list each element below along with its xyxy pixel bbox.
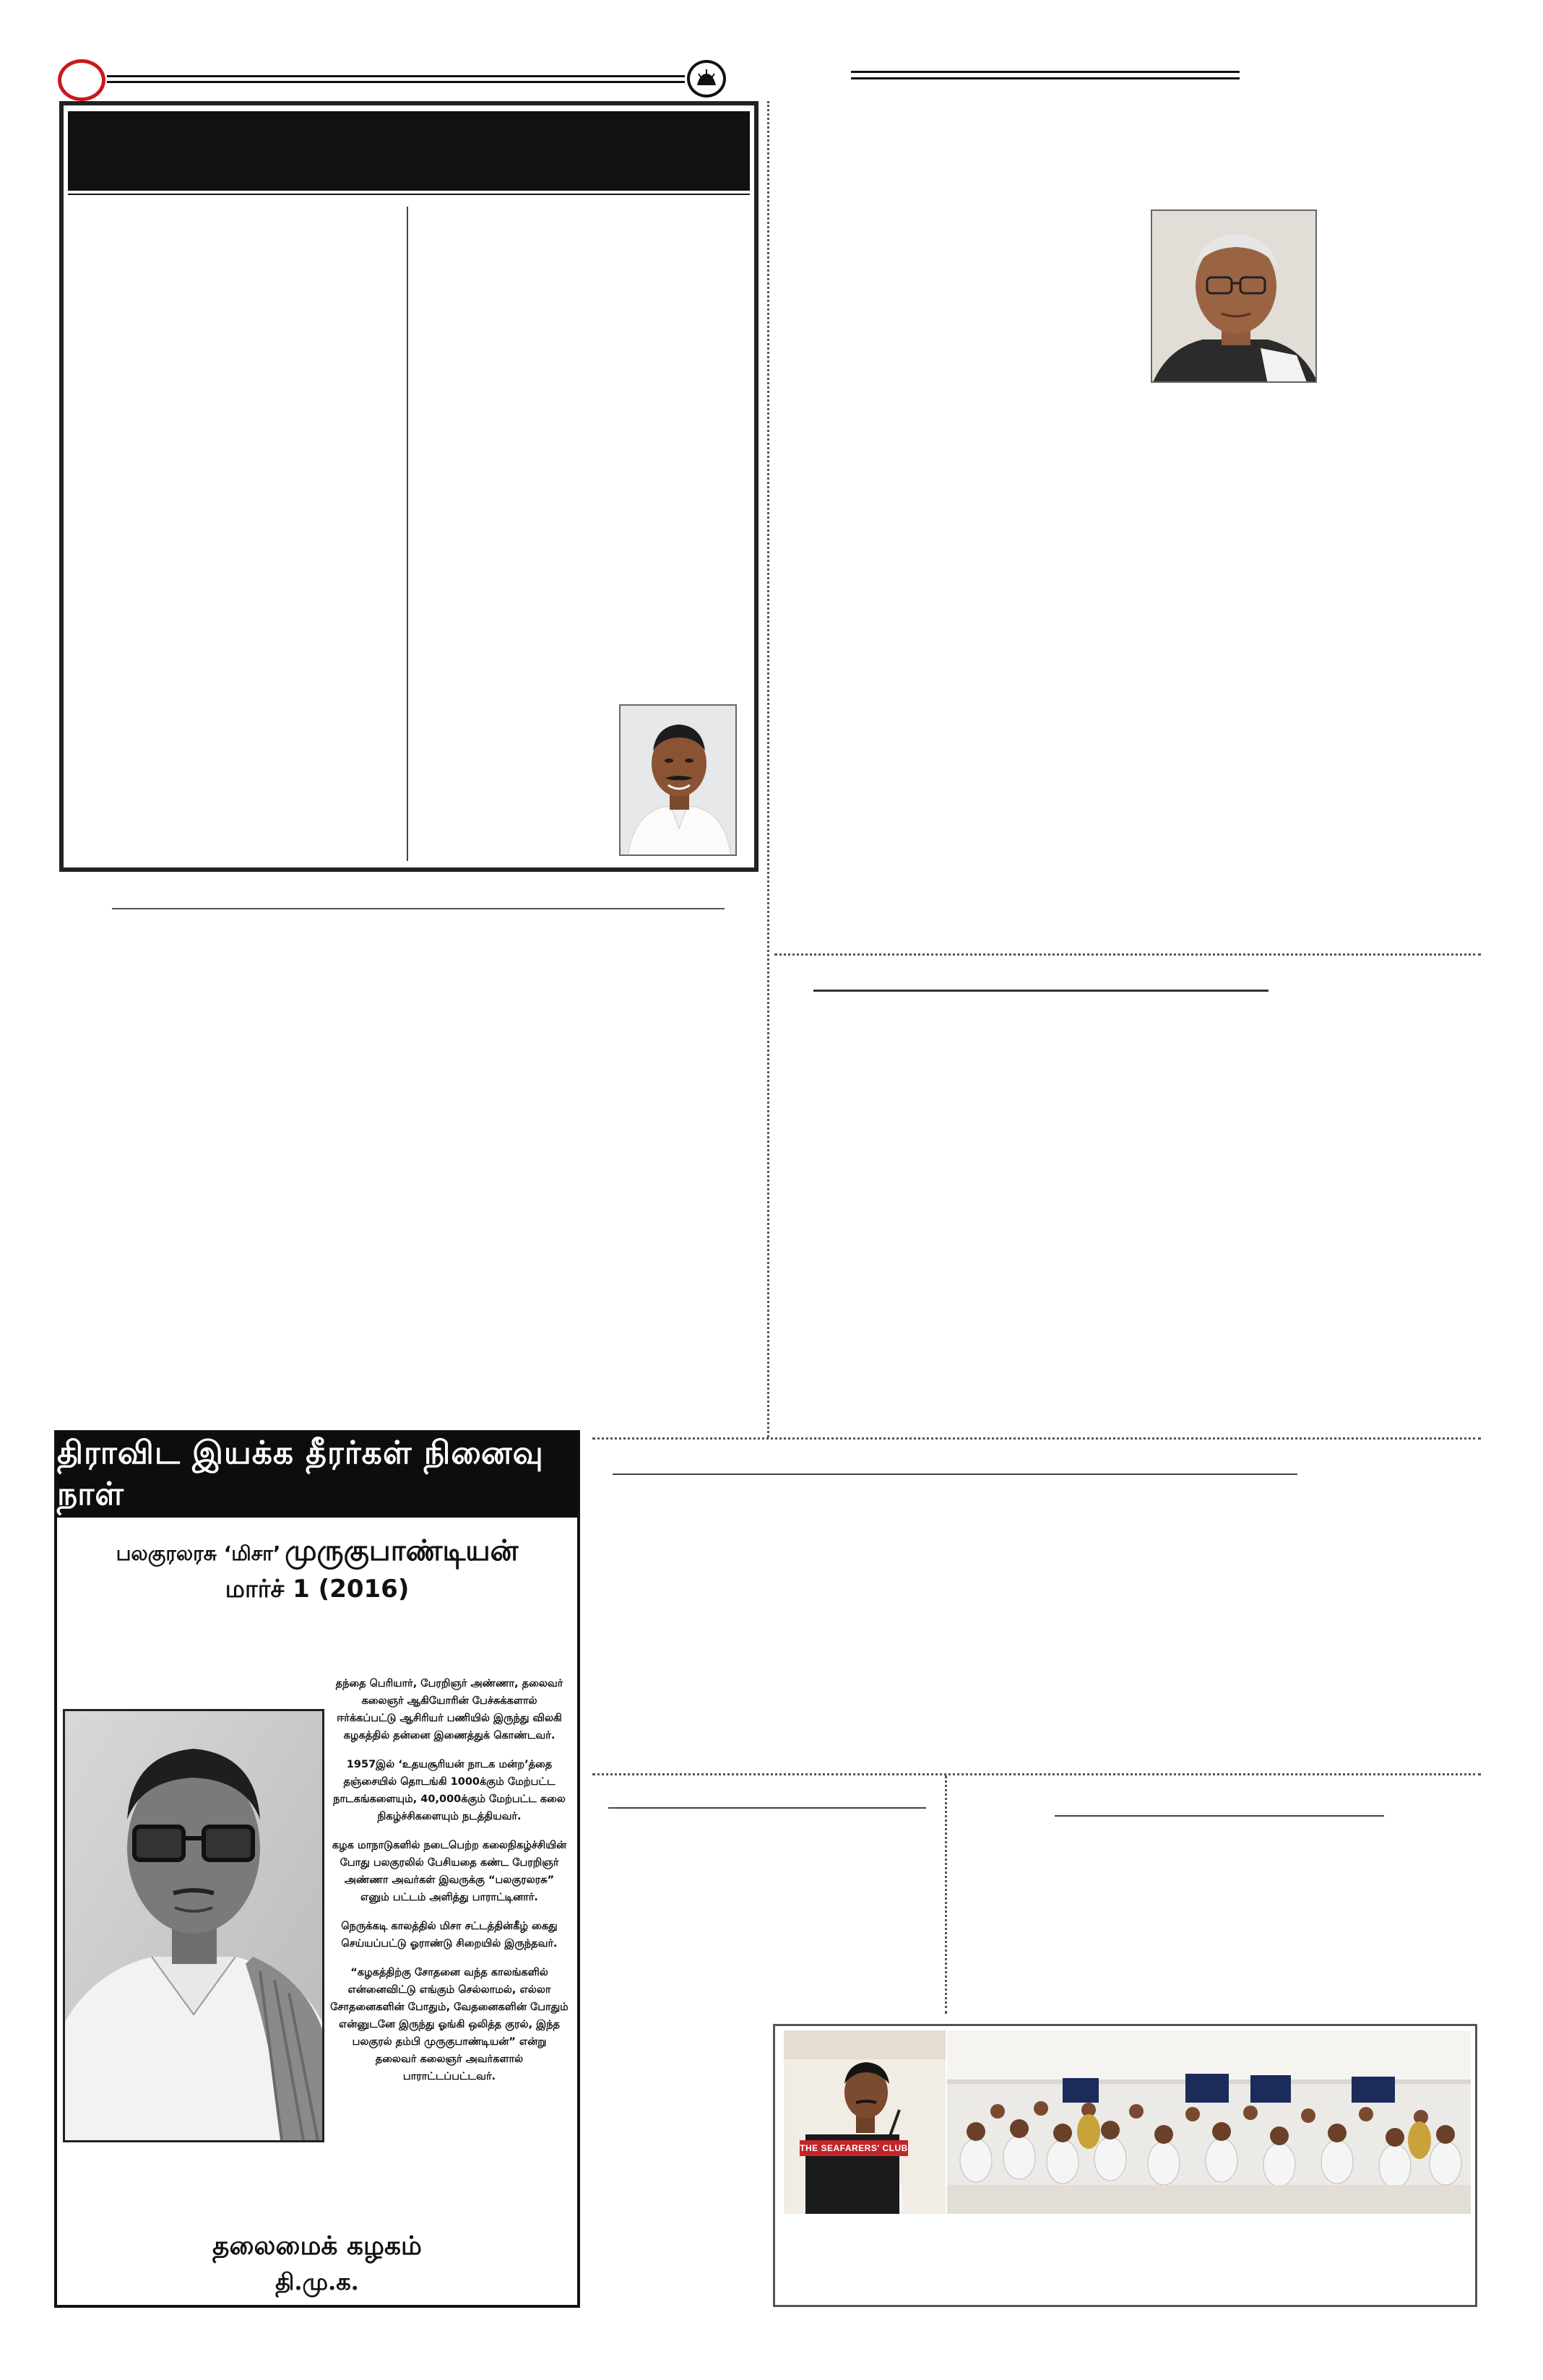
elder-portrait-photo	[1151, 209, 1317, 383]
bio-paragraph: “கழகத்திற்கு சோதனை வந்த காலங்களில் என்னைவிட்டு எங்கும் செல்லாமல், எல்லா சோதனைகளின் போதும், வேதனைகளின் போதும் என்னுடனே இருந்து ஓங்கி ஒலித்த குரல், இந்த பலகுரல் தம்பி முருகுபாண்டியன்” என்று தலைவர் கலைஞர் அவர்களால் பாராட்டப்பட்டவர்.	[330, 1967, 569, 2082]
politician-portrait-photo	[619, 704, 737, 856]
boxed-article-headline-band	[68, 111, 750, 191]
memorial-ad-heading: திராவிட இயக்க தீரர்கள் நினைவு நாள்	[57, 1433, 577, 1518]
lower-section-separator	[592, 1437, 1481, 1440]
right-section-rule	[813, 990, 1268, 992]
person-name-prefix: பலகுரலரசு ‘மிசா’	[116, 1541, 281, 1565]
column-separator-main	[767, 101, 769, 1437]
bottom-section-separator	[592, 1773, 1481, 1775]
memorial-ad-bio	[330, 1675, 569, 2181]
memorial-ad-footer-line1: தலைமைக் கழகம்	[212, 2230, 422, 2261]
right-column-header-rule	[851, 71, 1240, 79]
bottom-column-separator	[945, 1775, 947, 2014]
bio-paragraph: நெருக்கடி காலத்தில் மிசா சட்டத்தின்கீழ் கைது செய்யப்பட்டு ஓராண்டு சிறையில் இருந்தவர்.	[341, 1921, 558, 1950]
lower-section-rule	[613, 1474, 1297, 1475]
boxed-article-column-rule	[407, 207, 408, 861]
memorial-ad-date: மார்ச் 1 (2016)	[225, 1575, 410, 1604]
section-rule-left	[112, 908, 725, 909]
bio-paragraph: கழக மாநாடுகளில் நடைபெற்ற கலைநிகழ்ச்சியின் போது பலகுரலில் பேசியதை கண்ட பேரறிஞர் அண்ணா அவர்கள் இவருக்கு “பலகுரலரசு” எனும் பட்டம் அளித்து பாராட்டினார்.	[332, 1840, 567, 1903]
memorial-ad-footer-line2: தி.மு.க.	[275, 2268, 359, 2295]
right-section-separator	[774, 953, 1481, 956]
podium-banner: THE SEAFARERS' CLUB	[800, 2140, 908, 2156]
memorial-advertisement	[54, 1430, 580, 2308]
audience-photo	[947, 2030, 1471, 2214]
bottom-right-rule	[1055, 1815, 1384, 1817]
bio-paragraph: தந்தை பெரியார், பேரறிஞர் அண்ணா, தலைவர் கலைஞர் ஆகியோரின் பேச்சுக்களால் ஈர்க்கப்பட்டு ஆசிரியர் பணியில் இருந்து விலகி கழகத்தில் தன்னை இணைத்துக் கொண்டவர்.	[335, 1678, 563, 1741]
header-rule	[107, 75, 685, 77]
person-name-main: முருகுபாண்டியன்	[285, 1534, 519, 1567]
memorial-ad-person-name	[57, 1534, 577, 1573]
bottom-left-rule	[608, 1807, 926, 1809]
rising-sun-emblem-icon	[687, 60, 726, 98]
header-rule-lower	[107, 81, 685, 83]
memorial-portrait-photo	[63, 1709, 324, 2142]
header-circle-ornament	[58, 59, 105, 101]
event-photo-box	[773, 2024, 1477, 2307]
boxed-article-band-underline	[68, 194, 750, 195]
bio-paragraph: 1957இல் ‘உதயசூரியன் நாடக மன்ற’த்தை தஞ்சையில் தொடங்கி 1000க்கும் மேற்பட்ட நாடகங்களையும், 40,000க்கும் மேற்பட்ட கலை நிகழ்ச்சிகளையும் நடத்தியவர்.	[333, 1759, 566, 1822]
